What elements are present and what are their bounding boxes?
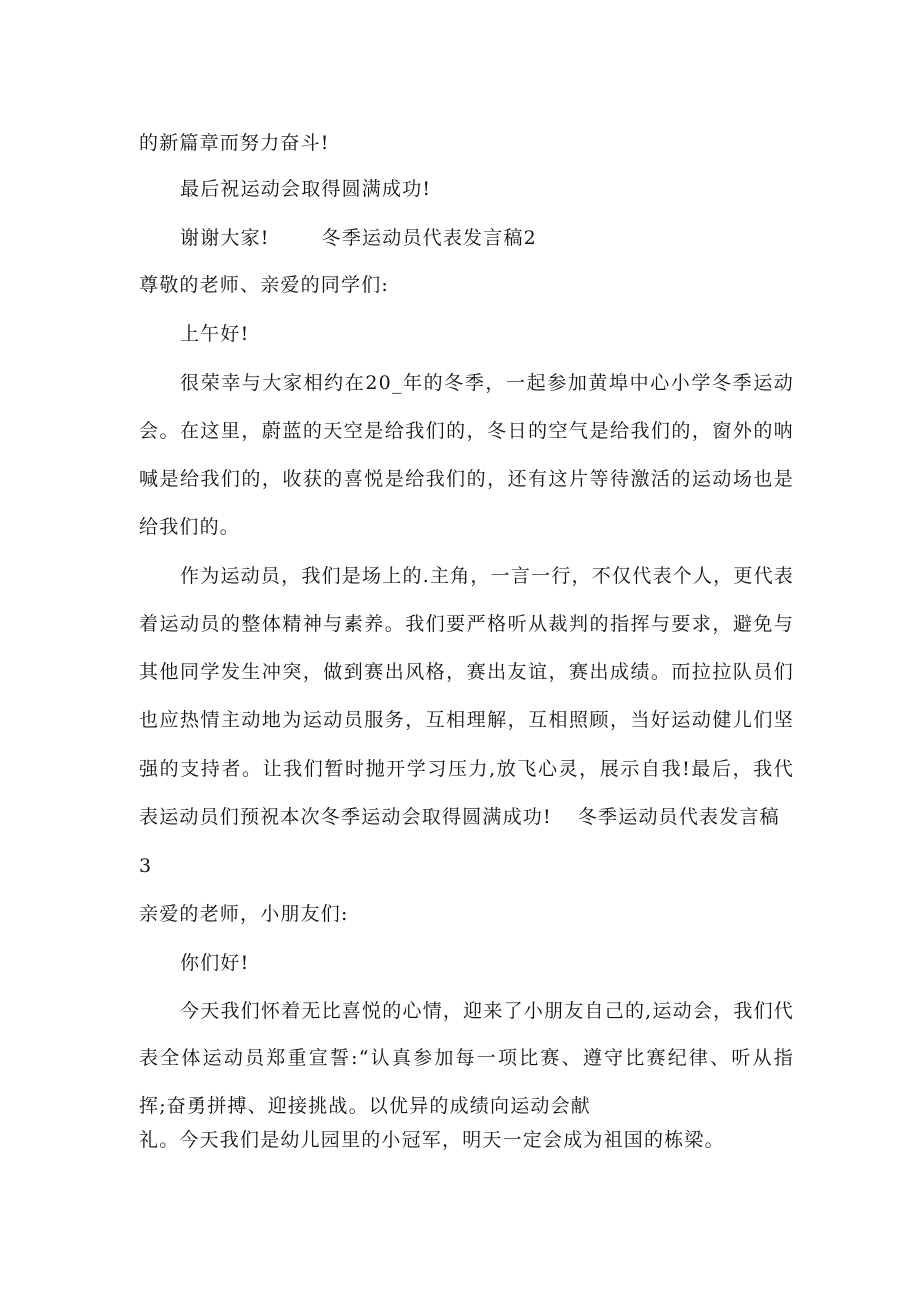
greeting: 上午好! <box>180 323 250 345</box>
paragraph-line: 强的支持者。让我们暂时抛开学习压力,放飞心灵，展示自我!最后，我代 <box>139 758 794 780</box>
paragraph-line: 表全体运动员郑重宣誓:“认真参加每一项比赛、遵守比赛纪律、听从指 <box>139 1047 794 1069</box>
section-heading: 冬季运动员代表发言稿 <box>577 806 780 828</box>
paragraph-line: 给我们的。 <box>139 516 241 538</box>
section-heading: 冬季运动员代表发言稿2 <box>321 227 537 249</box>
paragraph-line: 喊是给我们的，收获的喜悦是给我们的，还有这片等待激活的运动场也是 <box>139 468 794 490</box>
paragraph-line: 礼。今天我们是幼儿园里的小冠军，明天一定会成为祖国的栋梁。 <box>139 1129 725 1151</box>
paragraph-line <box>180 226 794 250</box>
paragraph-line: 也应热情主动地为运动员服务，互相理解，互相照顾，当好运动健儿们坚 <box>139 709 794 731</box>
paragraph-line: 很荣幸与大家相约在20_年的冬季，一起参加黄埠中心小学冬季运动 <box>180 372 794 394</box>
paragraph-line: 今天我们怀着无比喜悦的心情，迎来了小朋友自己的,运动会，我们代 <box>180 1000 794 1022</box>
closing-thanks: 谢谢大家! <box>180 227 270 249</box>
paragraph-text: 表运动员们预祝本次冬季运动会取得圆满成功! <box>139 806 552 828</box>
section-heading-number: 3 <box>139 855 153 877</box>
paragraph-line: 其他同学发生冲突，做到赛出风格，赛出友谊，赛出成绩。而拉拉队员们 <box>139 661 794 683</box>
paragraph-line: 挥;奋勇拼搏、迎接挑战。以优异的成绩向运动会献 <box>139 1095 592 1117</box>
paragraph-line: 着运动员的整体精神与素养。我们要严格听从裁判的指挥与要求，避免与 <box>139 613 794 635</box>
salutation: 亲爱的老师，小朋友们: <box>139 903 349 925</box>
paragraph-line: 作为运动员，我们是场上的.主角，一言一行，不仅代表个人，更代表 <box>180 565 794 587</box>
salutation: 尊敬的老师、亲爱的同学们: <box>139 274 390 296</box>
paragraph-line <box>139 805 794 829</box>
paragraph-line: 最后祝运动会取得圆满成功! <box>180 178 432 200</box>
paragraph-line: 的新篇章而努力奋斗! <box>139 132 330 154</box>
paragraph-line: 会。在这里，蔚蓝的天空是给我们的，冬日的空气是给我们的，窗外的呐 <box>139 420 794 442</box>
greeting: 你们好! <box>180 952 250 974</box>
